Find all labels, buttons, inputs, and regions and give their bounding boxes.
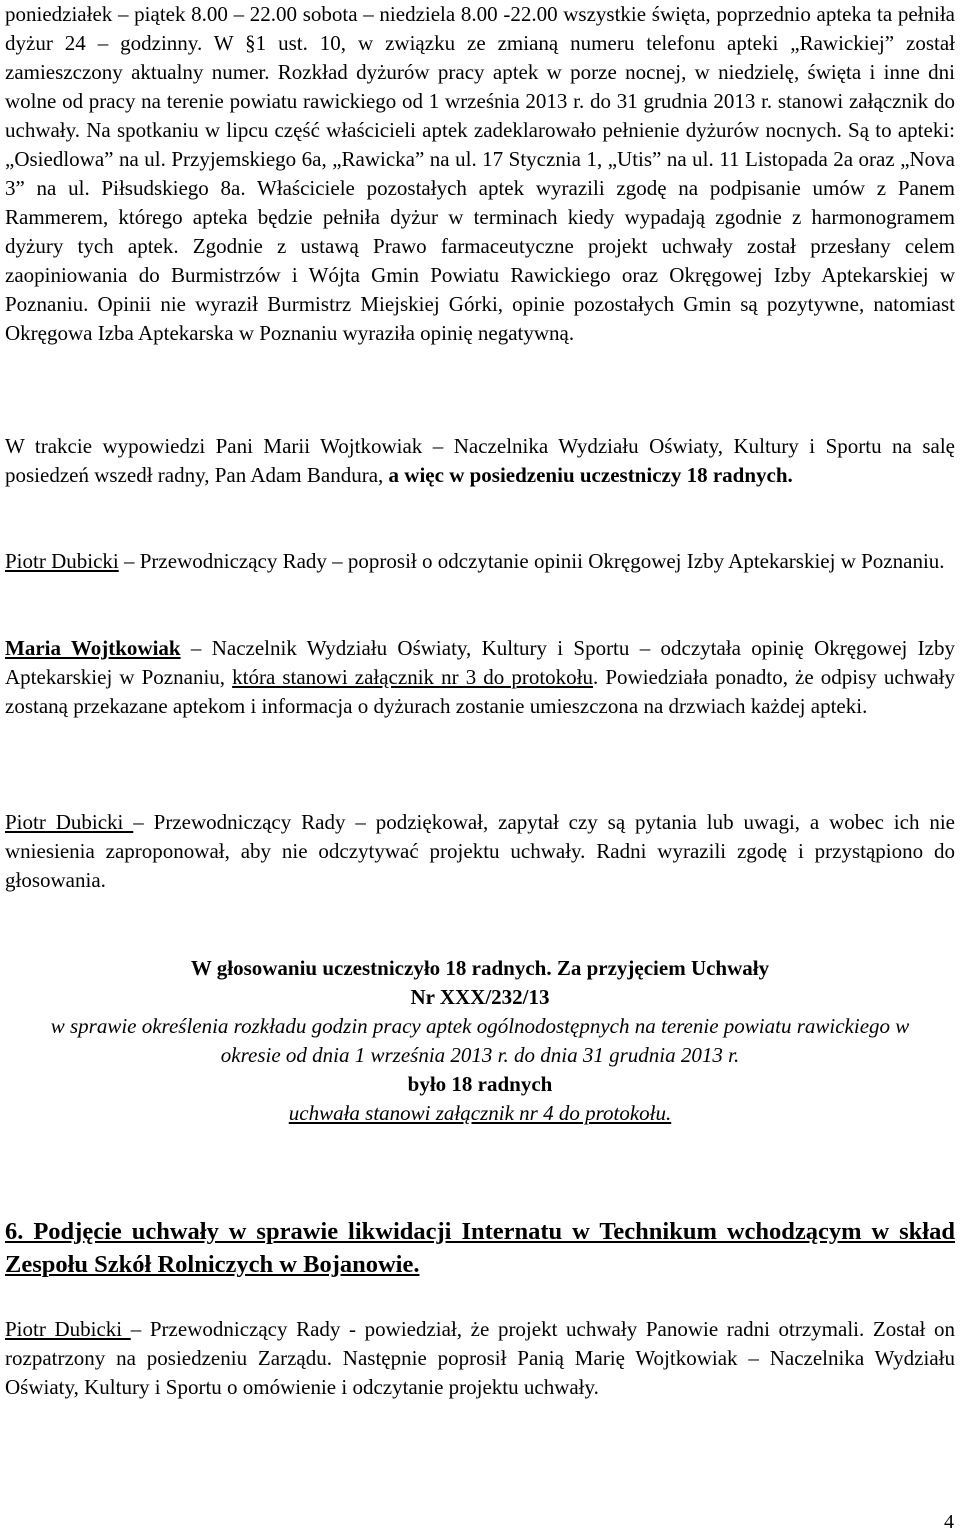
paragraph-text: – Przewodniczący Rady - powiedział, że projekt uchwały Panowie radni otrzymali. Został on rozpatrzony na posiedzeniu Zarządu. Następnie poprosił Panią Marię Wojtkowiak – Naczelnika Wydziału Oświaty, Kultury i Sportu o omówienie i odczytanie projektu uchwały. [5,1317,955,1399]
vote-attachment-note [5,1099,955,1128]
bold-quorum-text: a więc w posiedzeniu uczestniczy 18 radnych. [388,463,793,487]
paragraph-dubicki-vote [5,808,955,895]
speaker-name: Piotr Dubicki [5,549,119,573]
paragraph-dubicki-request [5,547,955,576]
paragraph-dubicki-internat [5,1315,955,1402]
attachment-reference: która stanowi załącznik nr 3 do protokołu [232,665,594,689]
paragraph-text: – Przewodniczący Rady – poprosił o odczytanie opinii Okręgowej Izby Aptekarskiej w Poznaniu. [118,549,945,573]
paragraph-bandura-arrival [5,432,955,490]
section-heading-6: 6. Podjęcie uchwały w sprawie likwidacji Internatu w Technikum wchodzącym w skład Zespołu Szkół Rolniczych w Bojanowie. [5,1218,955,1278]
attachment-reference: uchwała stanowi załącznik nr 4 do protokołu. [288,1101,672,1125]
vote-result: było 18 radnych [407,1072,553,1096]
vote-line-participants: W głosowaniu uczestniczyło 18 radnych. Za przyjęciem Uchwały [190,956,770,980]
paragraph-wojtkowiak-opinion [5,634,955,721]
speaker-name: Piotr Dubicki [5,1317,131,1341]
paragraph-text: W trakcie wypowiedzi Pani Marii Wojtkowiak – Naczelnika Wydziału Oświaty, Kultury i Sportu na salę posiedzeń wszedł radny, Pan Adam Bandura, [5,434,955,487]
speaker-name: Piotr Dubicki [5,810,134,834]
speaker-name: Maria Wojtkowiak [5,636,181,660]
paragraph-text: poniedziałek – piątek 8.00 – 22.00 sobota – niedziela 8.00 -22.00 wszystkie święta, poprzednio apteka ta pełniła dyżur 24 – godzinny. W §1 ust. 10, w związku ze zmianą numeru telefonu apteki „Rawickiej” został zamieszczony aktualny numer. Rozkład dyżurów pracy aptek w porze nocnej, w niedzielę, święta i inne dni wolne od pracy na terenie powiatu rawickiego od 1 września 2013 r. do 31 grudnia 2013 r. stanowi załącznik do uchwały. Na spotkaniu w lipcu część właścicieli aptek zadeklarowało pełnienie dyżurów nocnych. Są to apteki: „Osiedlowa” na ul. Przyjemskiego 6a, „Rawicka” na ul. 17 Stycznia 1, „Utis” na ul. 11 Listopada 2a oraz „Nova 3” na ul. Piłsudskiego 8a. Właściciele pozostałych aptek wyrazili zgodę na podpisanie umów z Panem Rammerem, którego apteka będzie pełniła dyżur w terminach kiedy wypadają zgodnie z harmonogramem dyżury tych aptek. Zgodnie z ustawą Prawo farmaceutyczne projekt uchwały został przesłany celem zaopiniowania do Burmistrzów i Wójta Gmin Powiatu Rawickiego oraz Okręgowej Izby Aptekarskiej w Poznaniu. Opinii nie wyraził Burmistrz Miejskiej Górki, opinie pozostałych Gmin są pozytywne, natomiast Okręgowa Izba Aptekarska w Poznaniu wyraziła opinię negatywną. [5,2,955,345]
vote-resolution-number: Nr XXX/232/13 [410,985,550,1009]
vote-resolution-title: w sprawie określenia rozkładu godzin pracy aptek ogólnodostępnych na terenie powiatu rawickiego w okresie od dnia 1 września 2013 r. do dnia 31 grudnia 2013 r. [50,1014,910,1067]
paragraph-text: – Naczelnik Wydziału Oświaty, Kultury i Sportu – odczytała opinię Okręgowej Izby Aptekarskiej w Poznaniu, [5,636,955,689]
paragraph-text: – Przewodniczący Rady – podziękował, zapytał czy są pytania lub uwagi, a wobec ich nie wniesienia zaproponował, aby nie odczytywać projektu uchwały. Radni wyrazili zgodę i przystąpiono do głosowania. [5,810,955,892]
paragraph-text: . Powiedziała ponadto, że odpisy uchwały zostaną przekazane aptekom i informacja o dyżurach zostanie umieszczona na drzwiach każdej apteki. [5,665,956,718]
paragraph-pharmacy-schedule [5,0,955,348]
page-number: 4 [944,1511,954,1533]
